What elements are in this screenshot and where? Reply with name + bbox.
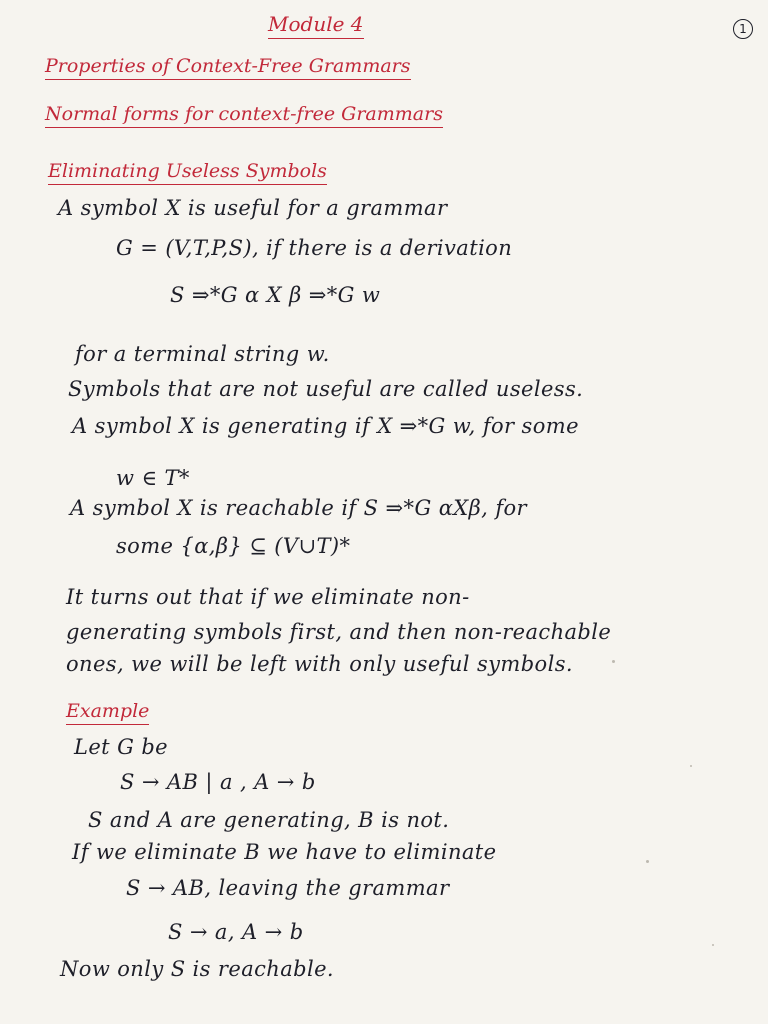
text-line: It turns out that if we eliminate non- (66, 585, 470, 609)
text-line: Let G be (74, 735, 169, 759)
text-line: ones, we will be left with only useful symbols. (66, 652, 573, 676)
heading-properties: Properties of Context-Free Grammars (45, 55, 411, 80)
example-title: Example (66, 700, 149, 725)
text-line: generating symbols first, and then non-reachable (66, 620, 612, 644)
paper-speck (690, 765, 692, 767)
text-line: If we eliminate B we have to eliminate (72, 840, 497, 864)
text-line: S → AB, leaving the grammar (126, 876, 450, 900)
text-line: S and A are generating, B is not. (88, 808, 450, 832)
paper-speck (646, 860, 649, 863)
text-line: G = (V,T,P,S), if there is a derivation (116, 236, 513, 260)
grammar-rule: S → a, A → b (168, 920, 304, 944)
text-line: for a terminal string w. (75, 342, 330, 366)
grammar-rule: S → AB | a , A → b (120, 770, 316, 794)
text-line: w ∈ T* (116, 466, 190, 490)
text-line: A symbol X is useful for a grammar (58, 196, 448, 220)
text-line: Now only S is reachable. (60, 957, 334, 981)
section-title: Eliminating Useless Symbols (48, 160, 327, 185)
derivation-formula: S ⇒*G α X β ⇒*G w (170, 283, 381, 307)
text-line: A symbol X is reachable if S ⇒*G αXβ, for (70, 496, 527, 520)
text-line: A symbol X is generating if X ⇒*G w, for some (72, 414, 579, 438)
text-line: some {α,β} ⊆ (V∪T)* (116, 534, 351, 558)
text-line: Symbols that are not useful are called useless. (68, 377, 584, 401)
paper-speck (712, 944, 714, 946)
page-number: 1 (733, 19, 753, 39)
paper-speck (612, 660, 615, 663)
heading-normal-forms: Normal forms for context-free Grammars (45, 103, 443, 128)
module-title: Module 4 (268, 12, 364, 39)
